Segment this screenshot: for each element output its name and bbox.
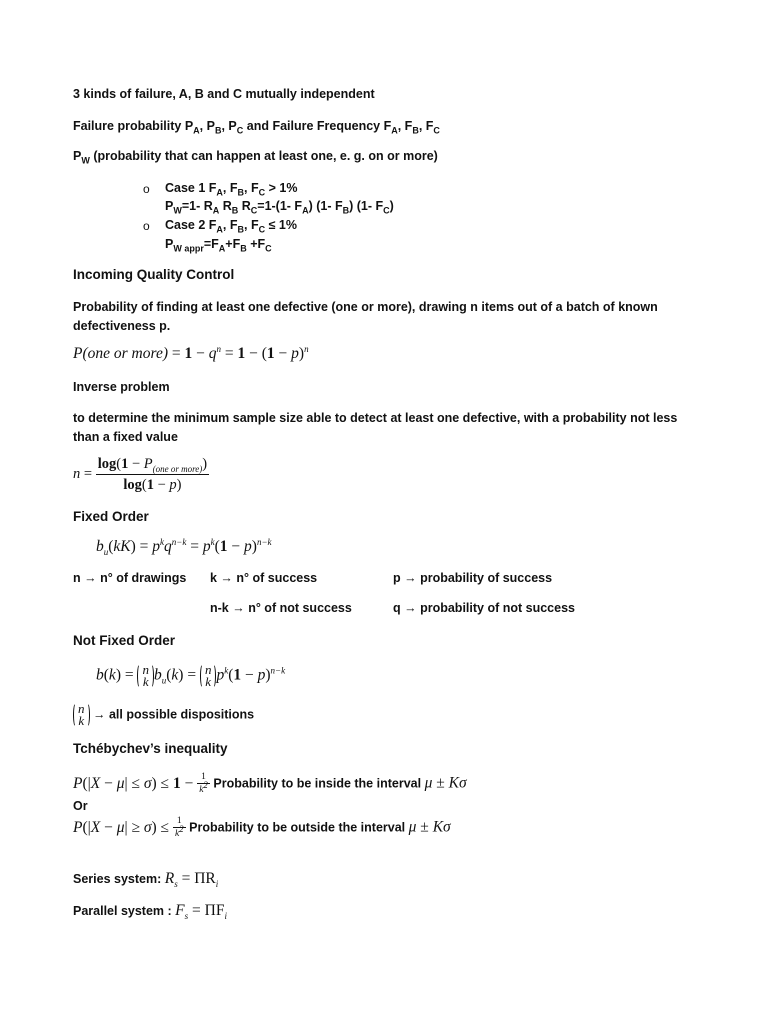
section-heading-fixed-order: Fixed Order	[73, 509, 149, 524]
case-2-formula: $P_{W appr}=F_A+F_B +F_C$	[165, 237, 272, 254]
intro-line-1: 3 kinds of failure, A, B and C mutually independent	[73, 87, 375, 101]
formula-outside-interval: P(|X − μ| ≥ σ) ≤ $\frac{1}{k^2}$ Probability to be outside the interval μ ± Kσ	[73, 816, 451, 840]
inverse-problem-label: Inverse problem	[73, 380, 170, 394]
case-1-heading: Case 1 $F_A$, $F_B$, $F_C > 1\%$	[165, 181, 298, 198]
paragraph-line: Probability of finding at least one defective (one or more), drawing n items out of a batch of known	[73, 300, 658, 314]
legend-k: k → n° of success	[210, 571, 318, 585]
formula-inside-interval: P(|X − μ| ≤ σ) ≤ 1 − $\frac{1}{k^2}$ Probability to be inside the interval μ ± Kσ	[73, 772, 467, 796]
section-heading-tchebychev: Tchébychev’s inequality	[73, 741, 228, 756]
section-heading-not-fixed-order: Not Fixed Order	[73, 633, 176, 648]
formula-one-or-more: P(one or more) = $1 - q^n = 1 - (1 - p)^n$	[73, 343, 309, 362]
bullet-marker: o	[143, 219, 150, 233]
series-system: Series system: $R_s = \Pi R_i$	[73, 870, 219, 890]
or-label: Or	[73, 799, 88, 813]
legend-n: n → n° of drawings	[73, 571, 187, 585]
legend-q: q → probability of not success	[393, 601, 575, 615]
dispositions-line: n k → all possible dispositions	[73, 703, 254, 727]
intro-line-2: Failure probability $P_A$, $P_B$, $P_C$ and Failure Frequency $F_A$, $F_B$, $F_C$	[73, 119, 440, 136]
paragraph-line: than a fixed value	[73, 430, 178, 444]
formula-fixed-order: $b_u(kK) = p^kq^{n-k} = p^k(1 - p)^{n-k}$	[96, 536, 272, 558]
intro-line-3: $P_W$ (probability that can happen at least one, e. g. on or more)	[73, 149, 438, 166]
formula-not-fixed-order: b(k) = n k $b_u(k)$ = n k $p^k(1 - p)^{n-k}$	[96, 662, 286, 689]
bullet-marker: o	[143, 182, 150, 196]
paragraph-line: to determine the minimum sample size able to detect at least one defective, with a probability not less	[73, 411, 678, 425]
parallel-system: Parallel system : $F_s = \Pi F_i$	[73, 902, 227, 922]
case-1-formula: $P_W=1-$ $R_A$ $R_B$ $R_C=1-(1-$ $F_A$) (1- $F_B$) (1- $F_C$)	[165, 199, 394, 216]
formula-sample-size: n = $\frac{\log(1 - P_{(one or more)})}{\log(1 - p)}$	[73, 456, 208, 493]
legend-n-minus-k: n-k → n° of not success	[210, 601, 352, 615]
paragraph-line: defectiveness p.	[73, 319, 171, 333]
section-heading-incoming: Incoming Quality Control	[73, 267, 235, 282]
legend-p: p → probability of success	[393, 571, 553, 585]
case-2-heading: Case 2 $F_A$, $F_B$, $F_C \le 1\%$	[165, 218, 297, 235]
